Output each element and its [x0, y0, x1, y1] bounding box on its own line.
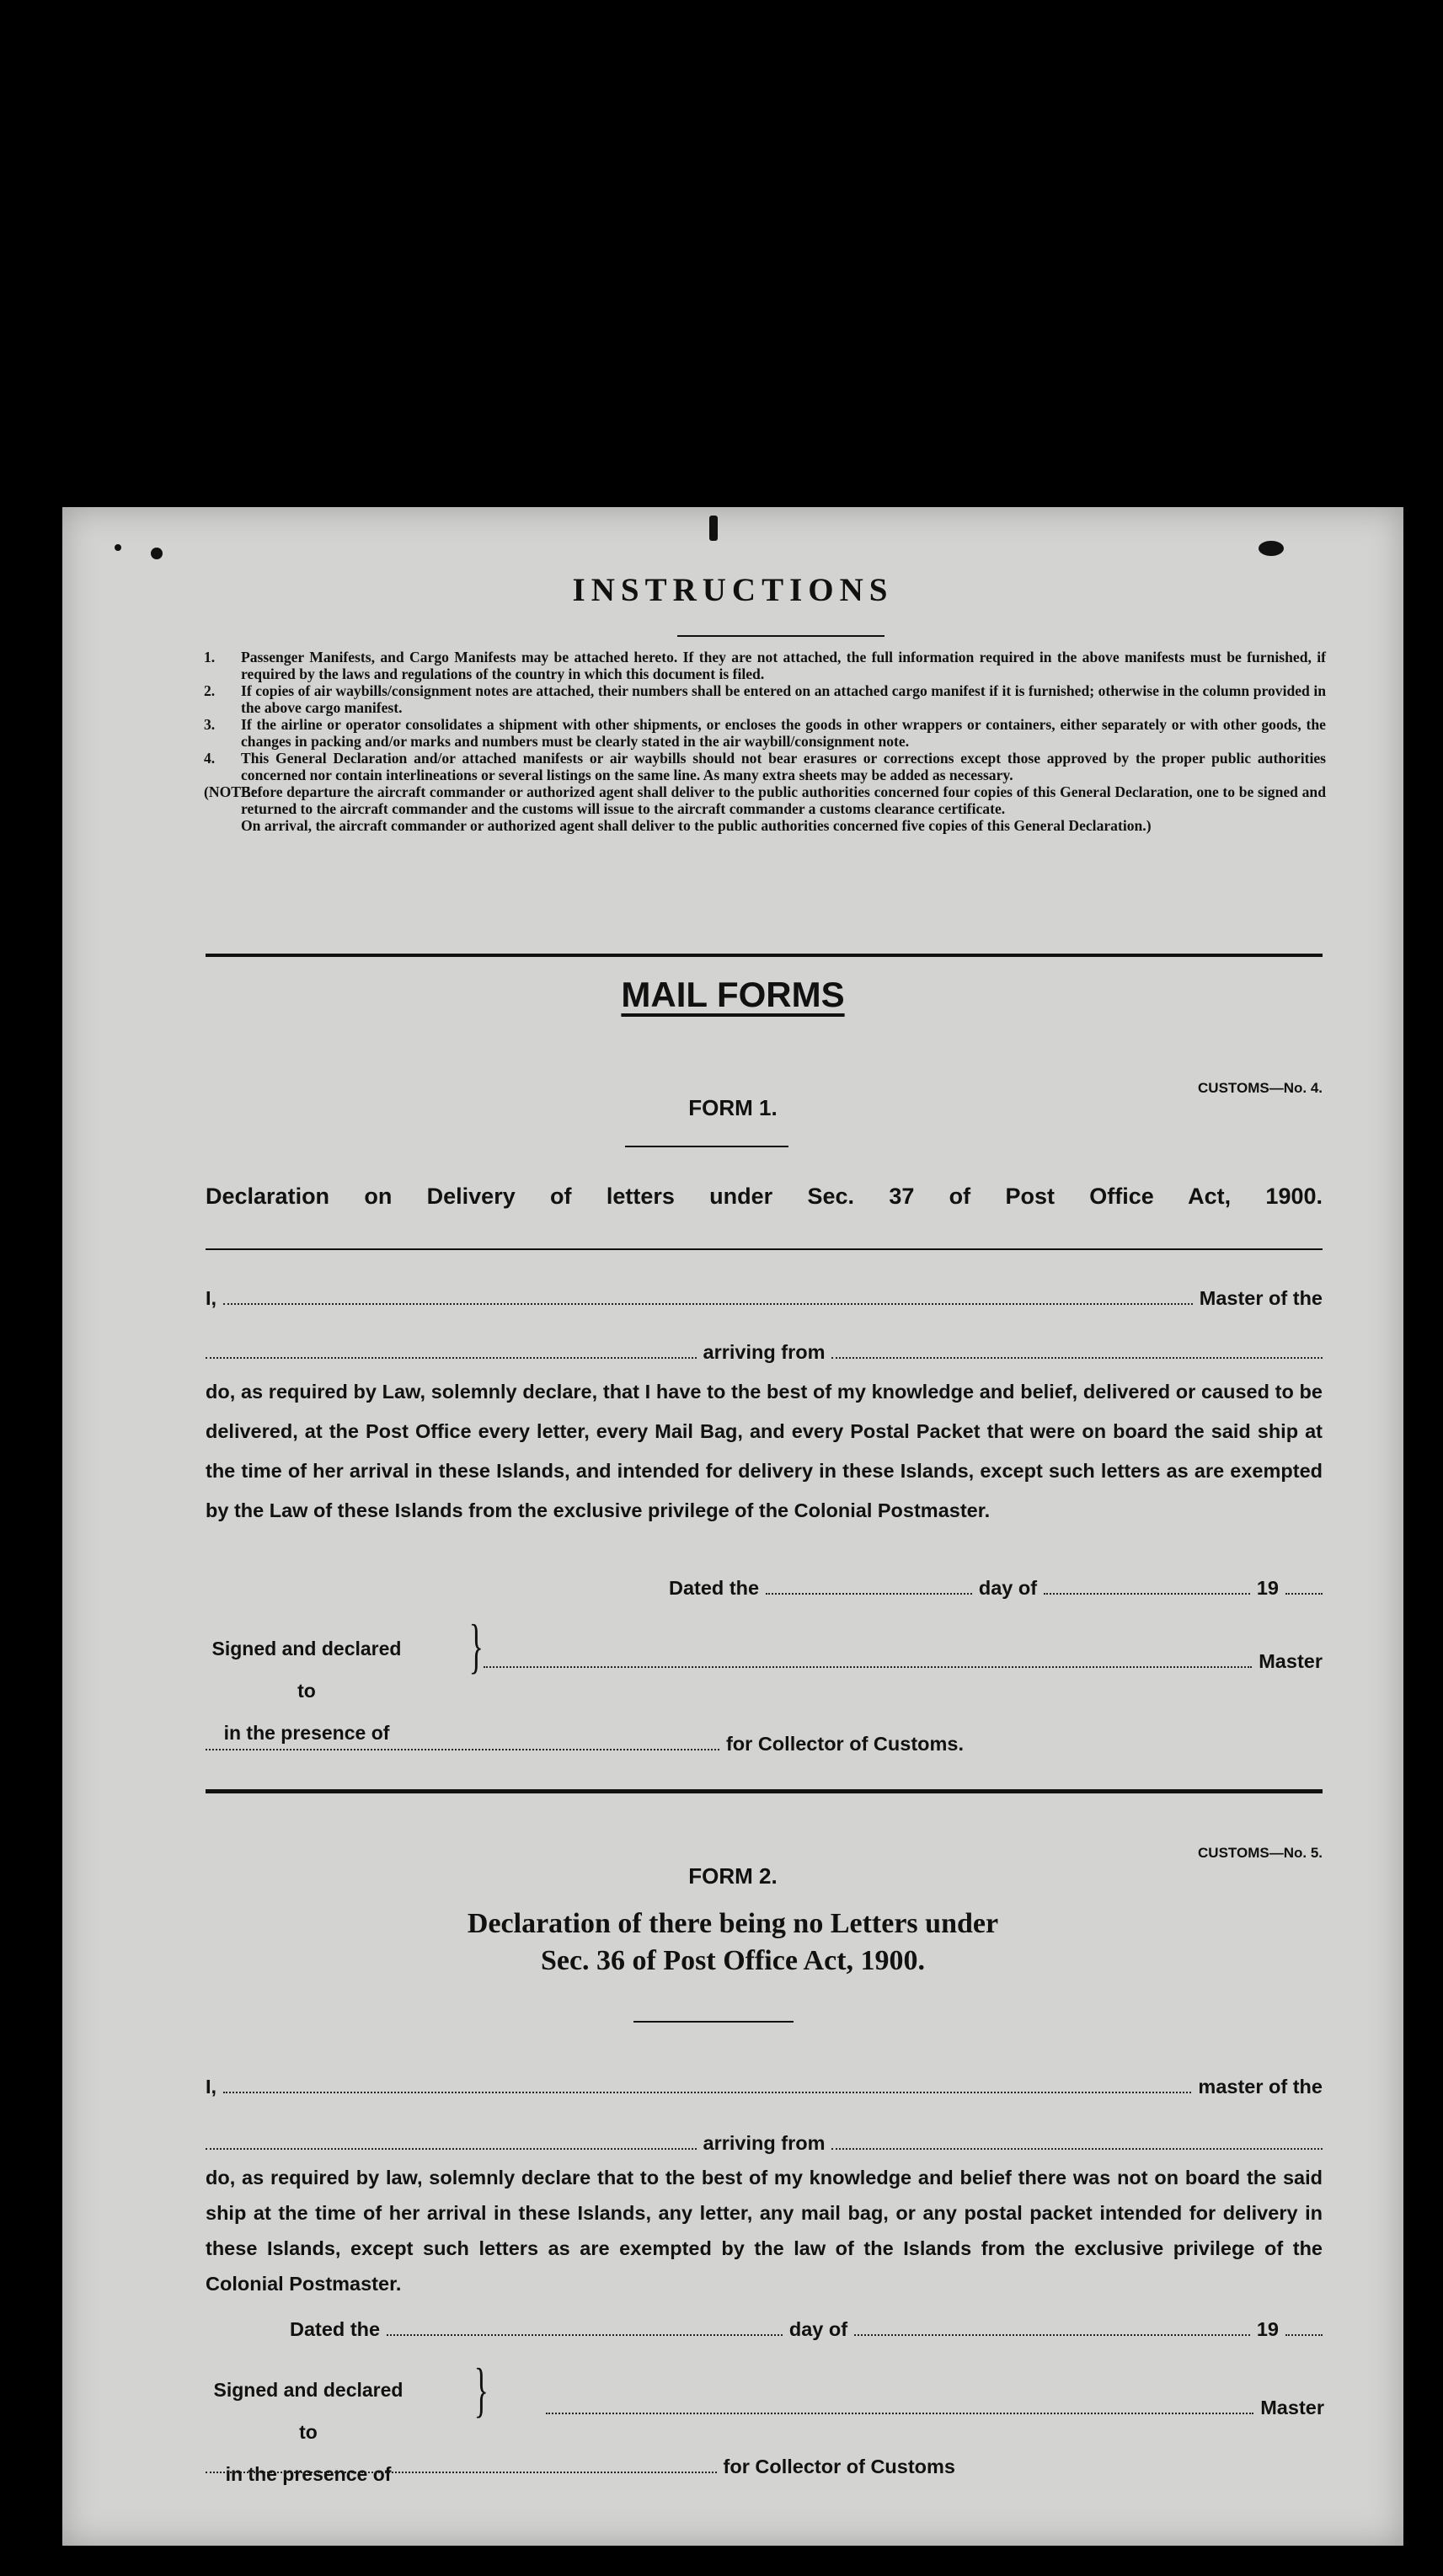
brace-icon: }	[468, 1612, 484, 1680]
year-label: 19	[1256, 1577, 1279, 1599]
dated-the-label: Dated the	[290, 2318, 381, 2340]
instruction-item	[204, 649, 1326, 682]
instructions-list	[204, 649, 1326, 834]
form1-customs-number: CUSTOMS—No. 4.	[1198, 1080, 1323, 1096]
form2-declaration-title	[62, 1905, 1403, 1980]
instruction-text: If copies of air waybills/consignment notes are attached, their numbers shall be entered on an attached cargo manifest if it is furnished; otherwise in the column provided in the above cargo manifest.	[241, 682, 1326, 716]
year-field[interactable]	[1285, 2333, 1323, 2336]
instructions-title-rule	[677, 635, 885, 637]
day-field[interactable]	[387, 2333, 783, 2336]
note-label: (NOTE:	[204, 783, 256, 800]
form-divider	[206, 1789, 1323, 1793]
year-field[interactable]	[1285, 1592, 1323, 1595]
master-signature-field[interactable]	[484, 1665, 1252, 1668]
instruction-text: This General Declaration and/or attached manifests or air waybills should not bear erasures or corrections except those approved by the proper public authorities concerned nor contain interlineations or several listings on the same line. As many extra sheets may be added as necessary.	[241, 750, 1326, 783]
signed-line1: Signed and declared to	[213, 2379, 404, 2443]
form2-title-rule	[633, 2021, 794, 2023]
instruction-item	[204, 750, 1326, 783]
section-divider	[206, 954, 1323, 957]
instruction-number: 3.	[204, 716, 216, 733]
arriving-from-label: arriving from	[703, 1341, 826, 1363]
document-page	[62, 507, 1403, 2546]
form2-declaration-body: do, as required by law, solemnly declare that to the best of my knowledge and belief there was not on board the said ship at the time of her arrival in these Islands, any letter, any mail bag, or any postal packet intended for delivery in these Islands, except such letters as are exempted by the law of the Islands from the exclusive privilege of the Colonial Postmaster.	[206, 2167, 1323, 2295]
note-arrival-text: On arrival, the aircraft commander or authorized agent shall deliver to the public authorities concerned five copies of this General Declaration.)	[241, 817, 1152, 834]
form1-name-line	[206, 1287, 1323, 1310]
master-signature-field[interactable]	[546, 2412, 1253, 2414]
day-field[interactable]	[766, 1592, 972, 1595]
instruction-item	[204, 716, 1326, 750]
form1-declaration-body: do, as required by Law, solemnly declare, that I have to the best of my knowledge and belief, delivered or caused to be delivered, at the Post Office every letter, every Mail Bag, and every Postal Packet that were on board the said ship at the time of her arrival in these Islands, and intended for delivery in these Islands, except such letters as are exempted by the Law of these Islands from the exclusive privilege of the Colonial Postmaster.	[206, 1381, 1323, 1521]
collector-signature-field[interactable]	[206, 1748, 719, 1750]
name-field[interactable]	[223, 1302, 1193, 1305]
form2-title-line2: Sec. 36 of Post Office Act, 1900.	[540, 1945, 926, 1976]
form1-collector-line	[206, 1733, 964, 1756]
instruction-number: 4.	[204, 750, 216, 767]
form1-heading-rule	[625, 1146, 788, 1147]
form1-master-sign-line	[484, 1650, 1323, 1673]
note-text: Before departure the aircraft commander or authorized agent shall deliver to the public authorities concerned four copies of this General Declaration, one to be signed and returned to the aircraft commander and the customs will issue to the aircraft commander a customs clearance certificate.	[241, 783, 1326, 817]
day-of-label: day of	[788, 2318, 848, 2340]
form2-customs-number: CUSTOMS—No. 5.	[1198, 1845, 1323, 1861]
instructions-title: INSTRUCTIONS	[572, 572, 894, 608]
name-field[interactable]	[223, 2091, 1191, 2093]
master-label: Master	[1260, 2397, 1324, 2418]
dated-the-label: Dated the	[669, 1577, 760, 1599]
signed-line2: in the presence of	[225, 2463, 392, 2485]
master-of-the-label: Master of the	[1199, 1287, 1323, 1309]
form2-collector-line	[206, 2456, 955, 2478]
i-label: I,	[206, 2076, 217, 2098]
form2-name-line	[206, 2076, 1323, 2098]
form2-ship-line	[206, 2132, 1323, 2155]
collector-label: for Collector of Customs.	[725, 1733, 964, 1755]
year-label: 19	[1256, 2318, 1279, 2340]
ink-speck	[1259, 541, 1284, 556]
ink-speck	[115, 544, 121, 551]
day-of-label: day of	[978, 1577, 1038, 1599]
ink-speck	[709, 516, 718, 541]
instruction-text: If the airline or operator consolidates a shipment with other shipments, or encloses the goods in other wrappers or containers, either separately or with other goods, the changes in packing and/or marks and numbers must be clearly stated in the air waybill/consignment note.	[241, 716, 1326, 750]
arriving-from-label: arriving from	[703, 2132, 826, 2154]
form1-heading: FORM 1.	[688, 1095, 778, 1120]
form2-title-line1: Declaration of there being no Letters under	[467, 1908, 999, 1939]
month-field[interactable]	[1044, 1592, 1250, 1595]
form1-title-rule	[206, 1248, 1323, 1250]
collector-label: for Collector of Customs	[723, 2456, 955, 2477]
form2-dated-line	[290, 2318, 1323, 2341]
arriving-from-field[interactable]	[831, 1356, 1323, 1359]
signed-line1: Signed and declared to	[211, 1638, 402, 1702]
master-label: Master	[1259, 1650, 1323, 1672]
form1-declaration-title: Declaration on Delivery of letters under Sec. 37 of Post Office Act, 1900.	[206, 1184, 1323, 1209]
i-label: I,	[206, 1287, 217, 1309]
brace-icon: }	[473, 2356, 489, 2424]
month-field[interactable]	[854, 2333, 1250, 2336]
instruction-note	[204, 783, 1326, 817]
ship-name-field[interactable]	[206, 1356, 697, 1359]
form1-ship-line	[206, 1341, 1323, 1364]
collector-signature-field[interactable]	[206, 2471, 717, 2473]
form2-master-sign-line	[546, 2397, 1324, 2419]
instruction-number: 2.	[204, 682, 216, 699]
form2-heading: FORM 2.	[688, 1863, 778, 1889]
ship-name-field[interactable]	[206, 2147, 697, 2150]
arriving-from-field[interactable]	[831, 2147, 1323, 2150]
instruction-number: 1.	[204, 649, 216, 665]
ink-speck	[151, 548, 163, 559]
signed-line2: in the presence of	[223, 1722, 390, 1744]
instruction-text: Passenger Manifests, and Cargo Manifests may be attached hereto. If they are not attached, the full information required in the above manifests must be furnished, if required by the laws and regulations of the country in which this document is filed.	[241, 649, 1326, 682]
master-of-the-label: master of the	[1198, 2076, 1323, 2098]
form1-dated-line	[669, 1577, 1323, 1600]
mail-forms-title: MAIL FORMS	[621, 975, 845, 1014]
instruction-item	[204, 682, 1326, 716]
